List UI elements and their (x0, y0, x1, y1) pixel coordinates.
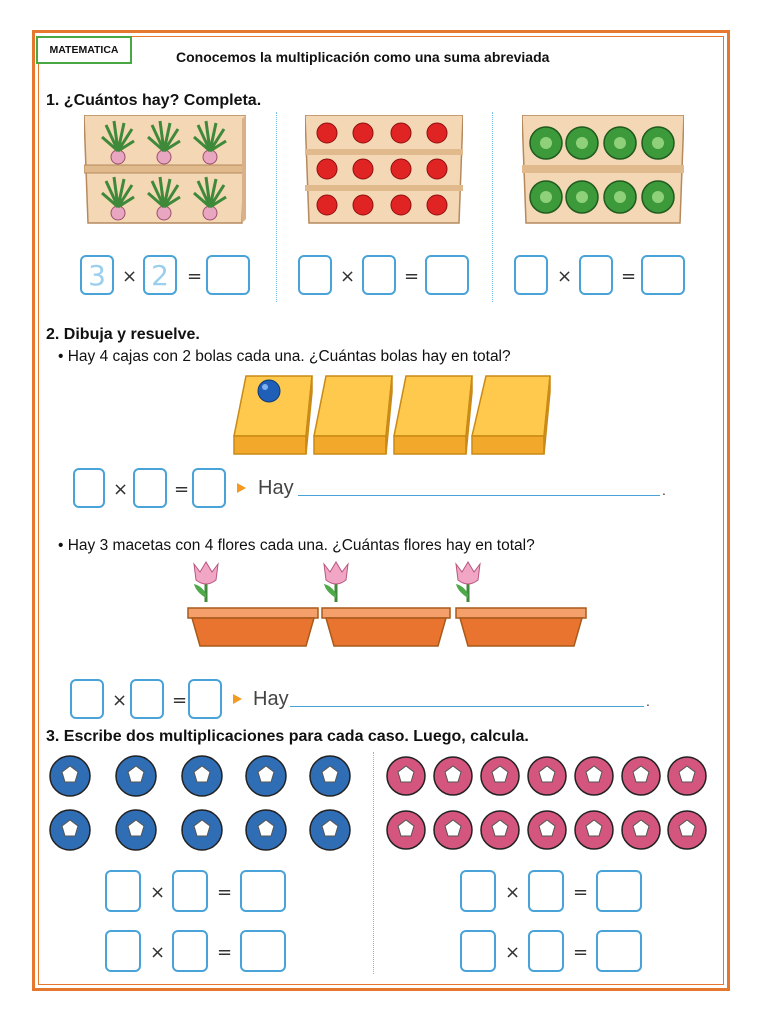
times-sign: × (113, 479, 129, 500)
answer-box[interactable] (460, 930, 496, 972)
column-divider (373, 752, 374, 974)
times-sign: × (340, 266, 356, 287)
times-sign: × (150, 882, 166, 903)
lettuce-crate (522, 115, 684, 227)
answer-box[interactable]: 2 (143, 255, 177, 295)
tomato-crate (305, 115, 463, 227)
times-sign: × (112, 690, 128, 711)
problem-flowers-text: • Hay 3 macetas con 4 flores cada una. ¿Cuántas flores hay en total? (58, 537, 535, 554)
answer-box[interactable] (206, 255, 250, 295)
column-divider (492, 112, 493, 302)
answer-box[interactable] (528, 930, 564, 972)
answer-box[interactable] (362, 255, 396, 295)
answer-box[interactable] (192, 468, 226, 508)
equals-sign: = (172, 690, 188, 711)
arrow-right-icon (237, 483, 246, 493)
times-sign: × (505, 942, 521, 963)
answer-line[interactable] (298, 495, 660, 496)
answer-box[interactable] (133, 468, 167, 508)
equals-sign: = (217, 882, 233, 903)
section3-heading: 3. Escribe dos multiplicaciones para cada caso. Luego, calcula. (46, 728, 529, 745)
answer-box[interactable] (460, 870, 496, 912)
period: . (662, 482, 666, 498)
subject-label: MATEMATICA (36, 36, 132, 64)
answer-box[interactable] (514, 255, 548, 295)
equals-sign: = (573, 942, 589, 963)
answer-box[interactable] (579, 255, 613, 295)
equals-sign: = (573, 882, 589, 903)
times-sign: × (557, 266, 573, 287)
equals-sign: = (217, 942, 233, 963)
answer-line[interactable] (290, 706, 644, 707)
answer-box[interactable] (240, 870, 286, 912)
section2-heading: 2. Dibuja y resuelve. (46, 326, 200, 343)
column-divider (276, 112, 277, 302)
ball-icon (258, 380, 280, 402)
answer-box[interactable] (130, 679, 164, 719)
blue-balls-group (44, 750, 364, 858)
answer-box[interactable] (528, 870, 564, 912)
equals-sign: = (621, 266, 637, 287)
answer-box[interactable] (641, 255, 685, 295)
equals-sign: = (174, 479, 190, 500)
problem-boxes-text: • Hay 4 cajas con 2 bolas cada una. ¿Cuántas bolas hay en total? (58, 348, 511, 365)
equals-sign: = (187, 266, 203, 287)
period: . (646, 693, 650, 709)
answer-box[interactable] (240, 930, 286, 972)
equals-sign: = (404, 266, 420, 287)
box-illustration (232, 374, 552, 456)
tulip-icon (194, 562, 480, 602)
flowerpot-illustration (186, 558, 588, 650)
hay-label: Hay (253, 688, 289, 710)
section1-heading: 1. ¿Cuántos hay? Completa. (46, 92, 262, 109)
answer-box[interactable] (172, 930, 208, 972)
pink-balls-group (384, 750, 710, 858)
answer-box[interactable] (172, 870, 208, 912)
answer-box[interactable] (105, 930, 141, 972)
answer-box[interactable] (596, 930, 642, 972)
answer-box[interactable] (596, 870, 642, 912)
page-title: Conocemos la multiplicación como una suma abreviada (176, 49, 550, 65)
onion-crate (84, 115, 246, 227)
answer-box[interactable] (298, 255, 332, 295)
answer-box[interactable]: 3 (80, 255, 114, 295)
times-sign: × (150, 942, 166, 963)
answer-box[interactable] (425, 255, 469, 295)
times-sign: × (505, 882, 521, 903)
arrow-right-icon (233, 694, 242, 704)
answer-box[interactable] (105, 870, 141, 912)
answer-box[interactable] (73, 468, 105, 508)
hay-label: Hay (258, 477, 294, 499)
times-sign: × (122, 266, 138, 287)
answer-box[interactable] (70, 679, 104, 719)
answer-box[interactable] (188, 679, 222, 719)
